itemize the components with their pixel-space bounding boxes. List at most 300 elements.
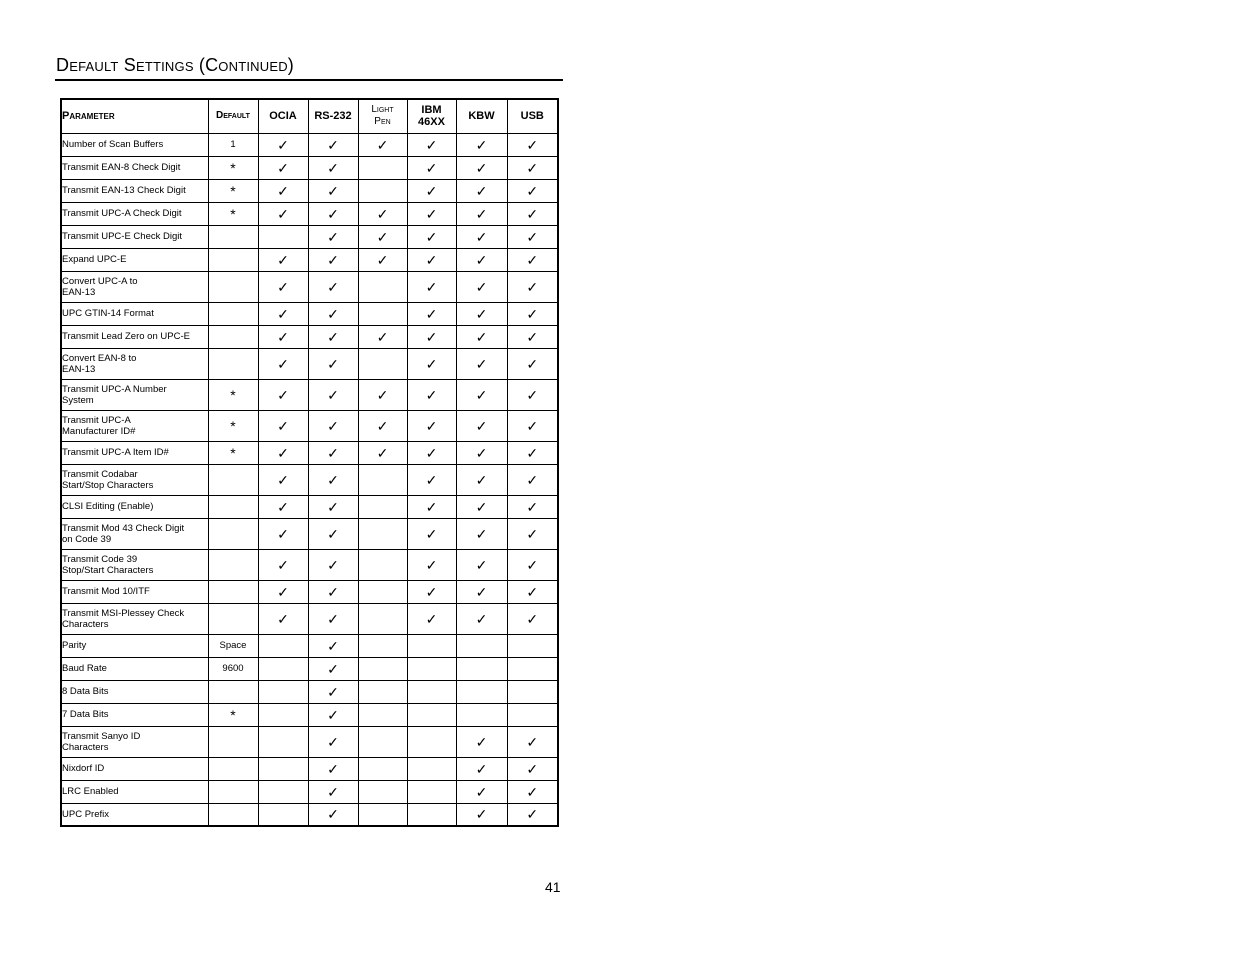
support-cell-light-pen — [358, 348, 407, 379]
parameter-cell — [61, 225, 208, 248]
checkmark-icon: ✓ — [526, 417, 539, 434]
parameter-cell — [61, 703, 208, 726]
support-cell-kbw — [456, 179, 507, 202]
checkmark-icon: ✓ — [277, 182, 289, 199]
support-cell-rs232 — [308, 780, 358, 803]
parameter-name-line: Number of Scan Buffers — [62, 139, 164, 150]
support-cell-usb — [507, 302, 558, 325]
default-cell — [208, 726, 258, 757]
support-cell-light-pen — [358, 634, 407, 657]
parameter-name-line: Convert UPC-A to — [62, 275, 138, 287]
support-cell-usb — [507, 757, 558, 780]
checkmark-icon: ✓ — [475, 278, 488, 295]
checkmark-icon: ✓ — [277, 583, 289, 600]
default-cell — [208, 603, 258, 634]
parameter-cell — [61, 680, 208, 703]
support-cell-rs232 — [308, 441, 358, 464]
table-row — [61, 495, 558, 518]
default-cell — [208, 780, 258, 803]
support-cell-light-pen — [358, 757, 407, 780]
parameter-name-line: Parity — [62, 640, 87, 651]
checkmark-icon: ✓ — [475, 583, 488, 600]
support-cell-ocia — [258, 464, 308, 495]
parameter-name-line: Stop/Start Characters — [62, 564, 154, 576]
parameter-cell — [61, 518, 208, 549]
parameter-cell — [61, 464, 208, 495]
parameter-name-line: Manufacturer ID# — [62, 425, 136, 437]
table-row — [61, 156, 558, 179]
support-cell-ibm-46xx — [407, 464, 456, 495]
parameter-cell — [61, 780, 208, 803]
support-cell-kbw — [456, 780, 507, 803]
checkmark-icon: ✓ — [526, 783, 539, 800]
support-cell-usb — [507, 495, 558, 518]
checkmark-icon: ✓ — [327, 417, 339, 434]
support-cell-rs232 — [308, 549, 358, 580]
parameter-name-line: on Code 39 — [62, 533, 112, 545]
parameter-name-line: UPC GTIN-14 Format — [62, 308, 154, 319]
parameter-name-line: Baud Rate — [62, 663, 107, 674]
checkmark-icon: ✓ — [526, 205, 539, 222]
support-cell-ocia — [258, 518, 308, 549]
checkmark-icon: ✓ — [526, 159, 539, 176]
support-cell-light-pen — [358, 302, 407, 325]
parameter-name-line: Transmit UPC-A Number — [62, 383, 167, 395]
support-cell-light-pen — [358, 179, 407, 202]
table-row — [61, 726, 558, 757]
parameter-cell — [61, 410, 208, 441]
title-rule — [55, 79, 563, 81]
support-cell-light-pen — [358, 603, 407, 634]
checkmark-icon: ✓ — [475, 251, 488, 268]
checkmark-icon: ✓ — [327, 706, 339, 723]
support-cell-ibm-46xx — [407, 803, 456, 826]
checkmark-icon: ✓ — [475, 525, 488, 542]
checkmark-icon: ✓ — [475, 417, 488, 434]
parameter-cell — [61, 603, 208, 634]
support-cell-usb — [507, 518, 558, 549]
checkmark-icon: ✓ — [475, 205, 488, 222]
checkmark-icon: ✓ — [425, 471, 438, 488]
support-cell-rs232 — [308, 803, 358, 826]
checkmark-icon: ✓ — [475, 159, 488, 176]
checkmark-icon: ✓ — [475, 328, 488, 345]
support-cell-ocia — [258, 780, 308, 803]
default-cell — [208, 518, 258, 549]
parameter-cell — [61, 248, 208, 271]
support-cell-kbw — [456, 680, 507, 703]
support-cell-ocia — [258, 441, 308, 464]
checkmark-icon: ✓ — [277, 525, 289, 542]
checkmark-icon: ✓ — [425, 159, 438, 176]
default-cell — [208, 464, 258, 495]
support-cell-ibm-46xx — [407, 379, 456, 410]
parameter-cell — [61, 348, 208, 379]
support-cell-ibm-46xx — [407, 410, 456, 441]
checkmark-icon: ✓ — [425, 444, 438, 461]
checkmark-icon: ✓ — [327, 228, 339, 245]
support-cell-ibm-46xx — [407, 726, 456, 757]
support-cell-light-pen — [358, 133, 407, 156]
support-cell-kbw — [456, 133, 507, 156]
checkmark-icon: ✓ — [526, 583, 539, 600]
checkmark-icon: ✓ — [526, 806, 539, 823]
checkmark-icon: ✓ — [425, 205, 438, 222]
support-cell-ibm-46xx — [407, 757, 456, 780]
checkmark-icon: ✓ — [425, 610, 438, 627]
checkmark-icon: ✓ — [327, 278, 339, 295]
parameter-name-line: Convert EAN-8 to — [62, 352, 137, 364]
parameter-name-line: 8 Data Bits — [62, 686, 109, 697]
checkmark-icon: ✓ — [526, 355, 539, 372]
checkmark-icon: ✓ — [277, 251, 289, 268]
table-body — [61, 133, 558, 826]
table-row — [61, 603, 558, 634]
support-cell-kbw — [456, 271, 507, 302]
header-light-pen-line2: Pen — [374, 116, 391, 128]
checkmark-icon: ✓ — [277, 278, 289, 295]
support-cell-ibm-46xx — [407, 133, 456, 156]
parameter-name-line: Characters — [62, 741, 109, 753]
checkmark-icon: ✓ — [475, 498, 488, 515]
parameter-cell — [61, 202, 208, 225]
support-cell-ibm-46xx — [407, 271, 456, 302]
support-cell-ibm-46xx — [407, 657, 456, 680]
parameter-name-line: Transmit UPC-A Check Digit — [62, 208, 182, 219]
support-cell-usb — [507, 657, 558, 680]
checkmark-icon: ✓ — [277, 205, 289, 222]
checkmark-icon: ✓ — [526, 228, 539, 245]
parameter-name-line: Expand UPC-E — [62, 254, 127, 265]
support-cell-rs232 — [308, 495, 358, 518]
support-cell-ibm-46xx — [407, 549, 456, 580]
support-cell-kbw — [456, 703, 507, 726]
support-cell-usb — [507, 410, 558, 441]
parameter-cell — [61, 156, 208, 179]
checkmark-icon: ✓ — [475, 610, 488, 627]
support-cell-kbw — [456, 580, 507, 603]
checkmark-icon: ✓ — [277, 610, 289, 627]
checkmark-icon: ✓ — [376, 205, 389, 222]
support-cell-light-pen — [358, 680, 407, 703]
default-cell: 1 — [208, 133, 258, 156]
support-cell-ocia — [258, 271, 308, 302]
support-cell-usb — [507, 464, 558, 495]
checkmark-icon: ✓ — [526, 471, 539, 488]
checkmark-icon: ✓ — [526, 733, 539, 750]
parameter-name-line: Characters — [62, 618, 109, 630]
checkmark-icon: ✓ — [277, 417, 289, 434]
parameter-name-line: UPC Prefix — [62, 808, 109, 820]
checkmark-icon: ✓ — [327, 637, 339, 654]
support-cell-rs232 — [308, 156, 358, 179]
support-cell-ibm-46xx — [407, 225, 456, 248]
parameter-name-line: Transmit Mod 10/ITF — [62, 586, 150, 597]
checkmark-icon: ✓ — [277, 471, 289, 488]
checkmark-icon: ✓ — [425, 251, 438, 268]
support-cell-kbw — [456, 348, 507, 379]
support-cell-kbw — [456, 379, 507, 410]
checkmark-icon: ✓ — [475, 228, 488, 245]
checkmark-icon: ✓ — [526, 278, 539, 295]
checkmark-icon: ✓ — [475, 182, 488, 199]
header-default: Default — [208, 99, 258, 133]
support-cell-ocia — [258, 757, 308, 780]
checkmark-icon: ✓ — [327, 610, 339, 627]
default-cell — [208, 495, 258, 518]
support-cell-rs232 — [308, 302, 358, 325]
checkmark-icon: ✓ — [425, 583, 438, 600]
table-row — [61, 133, 558, 156]
checkmark-icon: ✓ — [526, 136, 539, 153]
checkmark-icon: ✓ — [475, 305, 488, 322]
support-cell-kbw — [456, 726, 507, 757]
parameter-name-line: Transmit Sanyo ID — [62, 730, 141, 742]
support-cell-kbw — [456, 156, 507, 179]
header-ibm-line2: 46XX — [418, 116, 445, 129]
support-cell-kbw — [456, 603, 507, 634]
checkmark-icon: ✓ — [425, 525, 438, 542]
support-cell-ocia — [258, 348, 308, 379]
default-cell: * — [208, 703, 258, 726]
default-cell — [208, 271, 258, 302]
support-cell-usb — [507, 348, 558, 379]
default-cell — [208, 757, 258, 780]
table-row — [61, 271, 558, 302]
support-cell-usb — [507, 634, 558, 657]
checkmark-icon: ✓ — [277, 136, 289, 153]
checkmark-icon: ✓ — [327, 136, 339, 153]
checkmark-icon: ✓ — [526, 182, 539, 199]
parameter-name-line: Transmit Mod 43 Check Digit — [62, 522, 185, 534]
support-cell-kbw — [456, 202, 507, 225]
parameter-cell — [61, 271, 208, 302]
support-cell-usb — [507, 179, 558, 202]
support-cell-kbw — [456, 325, 507, 348]
parameter-name-line: Transmit UPC-A — [62, 414, 131, 426]
support-cell-kbw — [456, 549, 507, 580]
header-rs232: RS-232 — [308, 99, 358, 133]
default-cell — [208, 325, 258, 348]
table-row — [61, 441, 558, 464]
checkmark-icon: ✓ — [376, 228, 389, 245]
default-cell — [208, 580, 258, 603]
checkmark-icon: ✓ — [376, 386, 389, 403]
checkmark-icon: ✓ — [277, 386, 289, 403]
parameter-cell — [61, 441, 208, 464]
support-cell-rs232 — [308, 348, 358, 379]
header-ibm — [407, 99, 456, 133]
checkmark-icon: ✓ — [475, 760, 488, 777]
support-cell-usb — [507, 202, 558, 225]
header-row — [61, 99, 558, 133]
support-cell-ibm-46xx — [407, 580, 456, 603]
checkmark-icon: ✓ — [425, 417, 438, 434]
checkmark-icon: ✓ — [277, 498, 289, 515]
support-cell-rs232 — [308, 179, 358, 202]
header-ocia: OCIA — [258, 99, 308, 133]
table-row — [61, 464, 558, 495]
support-cell-usb — [507, 680, 558, 703]
support-cell-ibm-46xx — [407, 248, 456, 271]
checkmark-icon: ✓ — [526, 610, 539, 627]
checkmark-icon: ✓ — [327, 498, 339, 515]
parameter-cell — [61, 302, 208, 325]
table-row — [61, 410, 558, 441]
parameter-name-line: Transmit EAN-13 Check Digit — [62, 185, 186, 196]
checkmark-icon: ✓ — [327, 159, 339, 176]
checkmark-icon: ✓ — [277, 159, 289, 176]
table-row — [61, 348, 558, 379]
support-cell-light-pen — [358, 780, 407, 803]
support-cell-rs232 — [308, 518, 358, 549]
checkmark-icon: ✓ — [526, 251, 539, 268]
checkmark-icon: ✓ — [327, 386, 339, 403]
support-cell-rs232 — [308, 726, 358, 757]
support-cell-rs232 — [308, 225, 358, 248]
parameter-cell — [61, 803, 208, 826]
support-cell-kbw — [456, 518, 507, 549]
default-cell: Space — [208, 634, 258, 657]
parameter-name-line: Transmit EAN-8 Check Digit — [62, 162, 181, 173]
checkmark-icon: ✓ — [327, 305, 339, 322]
support-cell-light-pen — [358, 549, 407, 580]
default-cell — [208, 803, 258, 826]
checkmark-icon: ✓ — [327, 471, 339, 488]
support-cell-kbw — [456, 657, 507, 680]
default-cell — [208, 225, 258, 248]
support-cell-rs232 — [308, 680, 358, 703]
checkmark-icon: ✓ — [526, 760, 539, 777]
support-cell-kbw — [456, 495, 507, 518]
parameter-name-line: 7 Data Bits — [62, 709, 109, 720]
checkmark-icon: ✓ — [475, 136, 488, 153]
support-cell-kbw — [456, 464, 507, 495]
parameter-cell — [61, 634, 208, 657]
checkmark-icon: ✓ — [526, 556, 539, 573]
checkmark-icon: ✓ — [425, 498, 438, 515]
support-cell-usb — [507, 248, 558, 271]
checkmark-icon: ✓ — [526, 386, 539, 403]
checkmark-icon: ✓ — [277, 355, 289, 372]
support-cell-rs232 — [308, 657, 358, 680]
table-row — [61, 325, 558, 348]
table-row — [61, 379, 558, 410]
support-cell-usb — [507, 726, 558, 757]
support-cell-ibm-46xx — [407, 348, 456, 379]
support-cell-ocia — [258, 202, 308, 225]
support-cell-rs232 — [308, 379, 358, 410]
table-row — [61, 680, 558, 703]
support-cell-ocia — [258, 726, 308, 757]
default-cell — [208, 248, 258, 271]
support-cell-ibm-46xx — [407, 634, 456, 657]
header-ibm-line1: IBM — [421, 104, 442, 117]
checkmark-icon: ✓ — [327, 806, 339, 823]
checkmark-icon: ✓ — [475, 733, 488, 750]
parameter-cell — [61, 379, 208, 410]
support-cell-ocia — [258, 657, 308, 680]
checkmark-icon: ✓ — [526, 498, 539, 515]
checkmark-icon: ✓ — [376, 251, 389, 268]
support-cell-rs232 — [308, 464, 358, 495]
parameter-name-line: Start/Stop Characters — [62, 479, 154, 491]
checkmark-icon: ✓ — [277, 305, 289, 322]
support-cell-ocia — [258, 248, 308, 271]
checkmark-icon: ✓ — [425, 305, 438, 322]
parameter-name-line: LRC Enabled — [62, 786, 119, 797]
checkmark-icon: ✓ — [475, 355, 488, 372]
support-cell-rs232 — [308, 603, 358, 634]
checkmark-icon: ✓ — [277, 444, 289, 461]
checkmark-icon: ✓ — [327, 205, 339, 222]
checkmark-icon: ✓ — [327, 783, 339, 800]
table-row — [61, 549, 558, 580]
support-cell-rs232 — [308, 703, 358, 726]
support-cell-kbw — [456, 634, 507, 657]
support-cell-ocia — [258, 703, 308, 726]
checkmark-icon: ✓ — [475, 444, 488, 461]
header-light-pen — [358, 99, 407, 133]
support-cell-ibm-46xx — [407, 325, 456, 348]
default-cell: * — [208, 441, 258, 464]
support-cell-light-pen — [358, 202, 407, 225]
support-cell-ibm-46xx — [407, 495, 456, 518]
support-cell-light-pen — [358, 271, 407, 302]
header-kbw: KBW — [456, 99, 507, 133]
table-row — [61, 634, 558, 657]
parameter-name-line: Transmit MSI-Plessey Check — [62, 607, 185, 619]
support-cell-usb — [507, 271, 558, 302]
support-cell-kbw — [456, 225, 507, 248]
header-usb: USB — [507, 99, 558, 133]
support-cell-ibm-46xx — [407, 441, 456, 464]
parameter-name-line: Transmit Codabar — [62, 468, 138, 480]
support-cell-ocia — [258, 410, 308, 441]
support-cell-ocia — [258, 634, 308, 657]
support-cell-kbw — [456, 757, 507, 780]
support-cell-ibm-46xx — [407, 680, 456, 703]
support-cell-ocia — [258, 580, 308, 603]
parameter-name-line: Transmit UPC-E Check Digit — [62, 231, 183, 242]
default-cell: * — [208, 156, 258, 179]
support-cell-light-pen — [358, 726, 407, 757]
support-cell-kbw — [456, 410, 507, 441]
checkmark-icon: ✓ — [376, 417, 389, 434]
support-cell-ocia — [258, 803, 308, 826]
support-cell-ocia — [258, 179, 308, 202]
checkmark-icon: ✓ — [327, 733, 339, 750]
checkmark-icon: ✓ — [475, 471, 488, 488]
checkmark-icon: ✓ — [526, 305, 539, 322]
table-row — [61, 757, 558, 780]
checkmark-icon: ✓ — [526, 328, 539, 345]
checkmark-icon: ✓ — [327, 182, 339, 199]
support-cell-rs232 — [308, 410, 358, 441]
support-cell-usb — [507, 549, 558, 580]
support-cell-light-pen — [358, 803, 407, 826]
page-number: 41 — [545, 879, 561, 895]
support-cell-rs232 — [308, 271, 358, 302]
support-cell-light-pen — [358, 703, 407, 726]
checkmark-icon: ✓ — [327, 525, 339, 542]
table-row — [61, 803, 558, 826]
support-cell-ocia — [258, 379, 308, 410]
checkmark-icon: ✓ — [526, 525, 539, 542]
parameter-name-line: Transmit Lead Zero on UPC-E — [62, 331, 190, 342]
table-row — [61, 302, 558, 325]
support-cell-ibm-46xx — [407, 302, 456, 325]
